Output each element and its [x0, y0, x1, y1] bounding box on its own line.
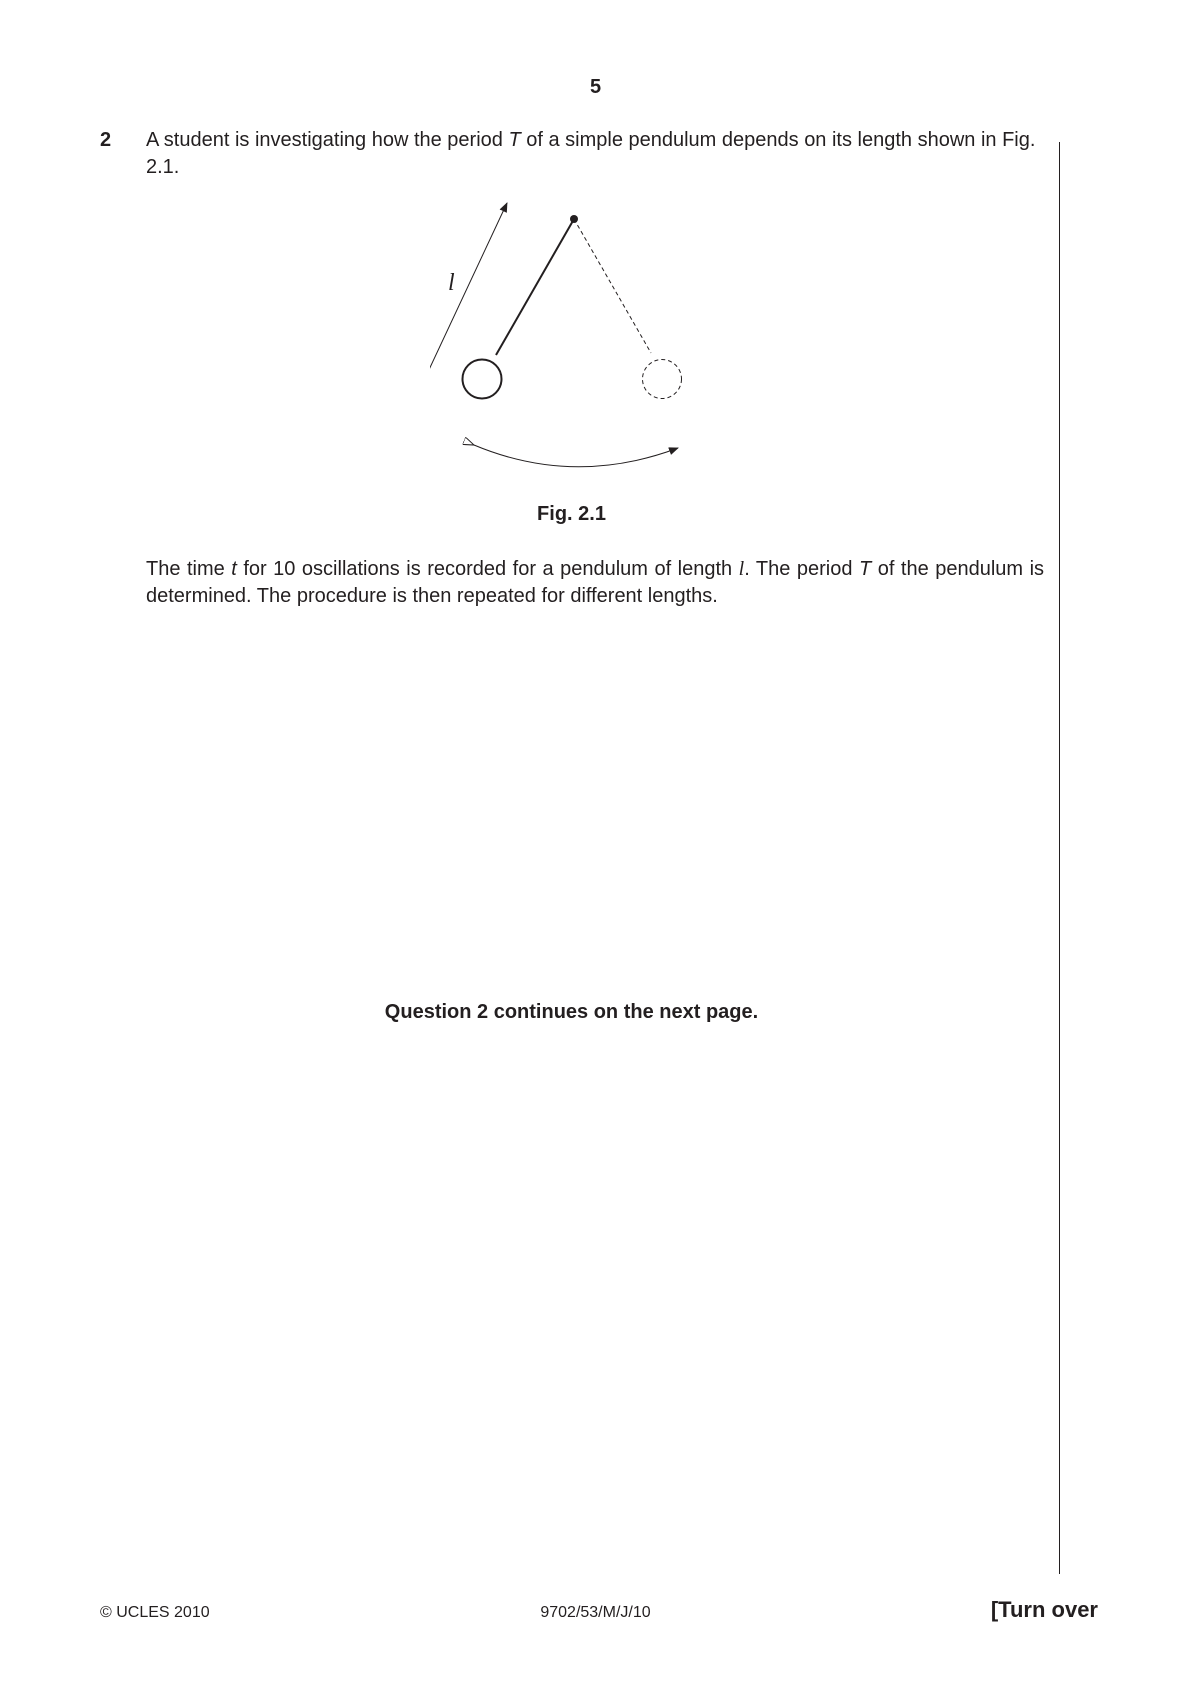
question-intro: [146, 127, 1046, 181]
length-label: l: [448, 270, 455, 296]
page-number: 5: [589, 76, 602, 98]
body-text-2: for 10 oscillations is recorded for a pendulum of length: [236, 558, 739, 580]
intro-var-T: T: [508, 129, 521, 151]
pendulum-figure: [430, 190, 730, 490]
intro-text-1: A student is investigating how the period: [146, 129, 509, 151]
question-number: 2: [100, 129, 112, 151]
body-var-t: t: [231, 558, 237, 580]
procedure-text: [146, 556, 1044, 610]
body-var-T: T: [859, 558, 872, 580]
swing-arc-arrow: [474, 445, 678, 467]
intro-text-2: of a simple pendulum depends on its length shown in Fig. 2.1.: [146, 129, 1036, 178]
footer-copyright: © UCLES 2010: [100, 1604, 210, 1621]
figure-caption: Fig. 2.1: [537, 503, 606, 525]
footer-turn-over: [Turn over: [990, 1597, 1098, 1622]
continues-notice: Question 2 continues on the next page.: [384, 1001, 759, 1023]
margin-line: [1059, 142, 1060, 1574]
dashed-string: [574, 219, 651, 353]
pendulum-diagram: [430, 190, 730, 490]
body-var-l: l: [738, 558, 745, 580]
dashed-bob: [643, 360, 682, 399]
pendulum-bob: [463, 360, 502, 399]
pendulum-string: [496, 219, 574, 355]
body-text-3: . The period: [744, 558, 859, 580]
footer-paper-code: 9702/53/M/J/10: [540, 1604, 651, 1621]
body-text-1: The time: [146, 558, 232, 580]
length-arrow-line: [430, 203, 507, 374]
body-text-4: of the pendulum is determined. The procedure is then repeated for different lengths.: [146, 558, 1045, 607]
length-arrow: [430, 308, 485, 362]
